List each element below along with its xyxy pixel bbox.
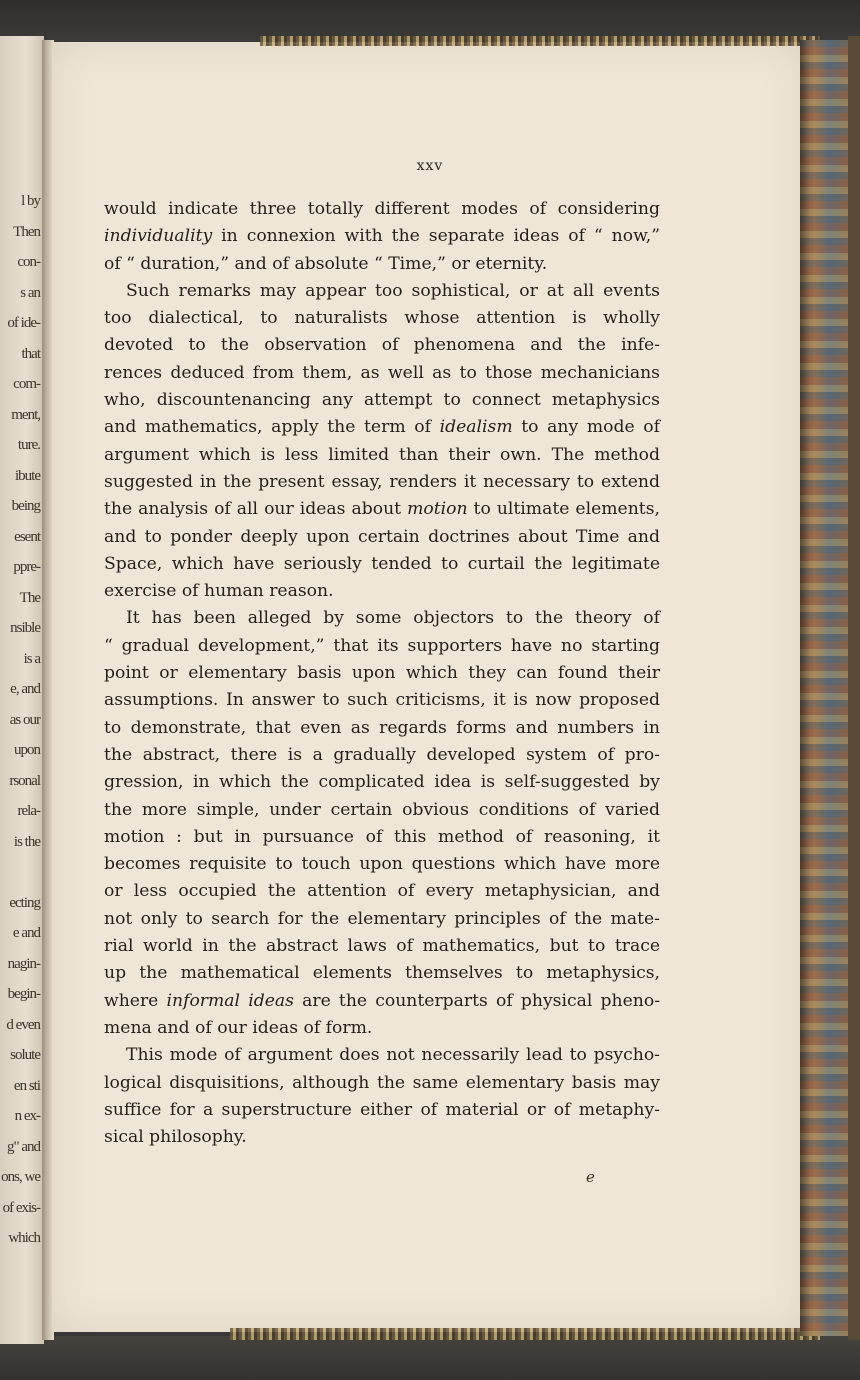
italic-term: motion bbox=[407, 499, 468, 520]
printer-signature-mark: e bbox=[586, 1168, 595, 1186]
text-run: point or elementary basis upon which they can found their bbox=[104, 663, 660, 684]
text-run: to any mode of bbox=[512, 417, 660, 438]
facing-page-fragment: rela- bbox=[17, 803, 40, 819]
text-run: becomes requisite to touch upon questions which have more bbox=[104, 854, 660, 875]
facing-page-fragment: e and bbox=[12, 925, 40, 941]
paragraph bbox=[104, 278, 660, 606]
italic-term: idealism bbox=[439, 417, 513, 438]
text-run: devoted to the observation of phenomena and the infe- bbox=[104, 335, 660, 356]
text-run: and to ponder deeply upon certain doctrines about Time and bbox=[104, 526, 660, 547]
facing-page-fragment: rsonal bbox=[9, 772, 40, 789]
text-line bbox=[104, 769, 660, 796]
text-line bbox=[104, 551, 660, 578]
text-line bbox=[104, 387, 660, 414]
text-run: suffice for a superstructure either of material or of metaphy- bbox=[104, 1099, 660, 1120]
text-line bbox=[104, 633, 660, 660]
text-line bbox=[104, 1015, 660, 1042]
text-run: too dialectical, to naturalists whose attention is wholly bbox=[104, 308, 660, 329]
facing-page-fragment: ibute bbox=[15, 467, 40, 484]
text-run: suggested in the present essay, renders it necessary to extend bbox=[104, 471, 660, 492]
text-run: who, discountenancing any attempt to connect metaphysics bbox=[104, 390, 660, 411]
paragraph bbox=[104, 196, 660, 278]
facing-page-fragment: l by bbox=[21, 193, 40, 209]
facing-page-fragment: ppre- bbox=[13, 559, 40, 575]
facing-page-fragment: g" and bbox=[6, 1138, 40, 1155]
text-line bbox=[104, 414, 660, 441]
text-run: This mode of argument does not necessarily lead to psycho- bbox=[126, 1045, 660, 1066]
text-line bbox=[104, 1070, 660, 1097]
text-run: to demonstrate, that even as regards forms and numbers in bbox=[104, 717, 660, 738]
facing-page-fragment: nagin- bbox=[7, 955, 40, 972]
text-run: gression, in which the complicated idea is self-suggested by bbox=[104, 772, 660, 793]
text-line bbox=[104, 442, 660, 469]
text-run: to ultimate elements, bbox=[467, 499, 660, 520]
text-run: It has been alleged by some objectors to the theory of bbox=[126, 608, 660, 629]
text-run: rences deduced from them, as well as to those mechanicians bbox=[104, 362, 660, 383]
facing-page-fragment: com- bbox=[13, 376, 40, 392]
text-line bbox=[104, 469, 660, 496]
facing-page-fragment: nsible bbox=[10, 620, 40, 636]
text-run: mena and of our ideas of form. bbox=[104, 1017, 373, 1038]
facing-page-fragment: ecting bbox=[9, 894, 40, 911]
text-line bbox=[104, 332, 660, 359]
text-line bbox=[104, 223, 660, 250]
headband-top bbox=[260, 36, 820, 46]
facing-page-fragment: of exis- bbox=[2, 1199, 40, 1216]
paragraph bbox=[104, 605, 660, 1042]
text-run: would indicate three totally different modes of considering bbox=[104, 199, 660, 219]
text-line bbox=[104, 605, 660, 632]
text-line bbox=[104, 797, 660, 824]
text-line bbox=[104, 360, 660, 387]
text-line bbox=[104, 906, 660, 933]
facing-page-fragment: which bbox=[8, 1230, 40, 1246]
text-run: “ gradual development,” that its supporters have no starting bbox=[104, 635, 660, 656]
text-run: the analysis of all our ideas about bbox=[104, 499, 408, 520]
text-run: the more simple, under certain obvious conditions of varied bbox=[104, 799, 660, 820]
text-run: exercise of human reason. bbox=[104, 581, 334, 602]
facing-page-fragment: being bbox=[11, 498, 40, 514]
text-line bbox=[104, 305, 660, 332]
facing-page-fragment: n ex- bbox=[14, 1108, 40, 1124]
headband-bottom bbox=[230, 1328, 820, 1340]
text-line bbox=[104, 933, 660, 960]
text-line bbox=[104, 851, 660, 878]
facing-page-fragment: esent bbox=[14, 528, 40, 545]
facing-page-fragment bbox=[0, 857, 40, 888]
facing-page-edge bbox=[0, 36, 44, 1344]
facing-page-fragment: ment, bbox=[11, 406, 40, 423]
body-text bbox=[104, 196, 660, 1151]
facing-page-fragment: that bbox=[21, 345, 40, 362]
text-line bbox=[104, 878, 660, 905]
text-run: not only to search for the elementary principles of the mate- bbox=[104, 908, 660, 929]
facing-page-fragment: upon bbox=[14, 742, 40, 758]
text-run: up the mathematical elements themselves to metaphysics, bbox=[104, 963, 660, 984]
page-number: xxv bbox=[416, 158, 444, 174]
text-line bbox=[104, 660, 660, 687]
text-run: or less occupied the attention of every metaphysician, and bbox=[104, 881, 660, 902]
text-run: rial world in the abstract laws of mathematics, but to trace bbox=[104, 936, 660, 957]
text-line bbox=[104, 578, 660, 605]
italic-term: individuality bbox=[104, 226, 213, 247]
text-line bbox=[104, 960, 660, 987]
text-line bbox=[104, 1124, 660, 1151]
text-run: argument which is less limited than their own. The method bbox=[104, 444, 660, 465]
text-run: motion : but in pursuance of this method of reasoning, it bbox=[104, 826, 660, 847]
facing-page-fragment: is the bbox=[13, 833, 40, 850]
facing-page-fragment: d even bbox=[6, 1016, 40, 1033]
text-run: sical philosophy. bbox=[104, 1127, 247, 1148]
text-run: where bbox=[104, 990, 167, 1011]
facing-page-fragment: ons, we bbox=[1, 1169, 40, 1185]
text-run: of “ duration,” and of absolute “ Time,” or eternity. bbox=[104, 253, 548, 274]
italic-term: informal ideas bbox=[166, 990, 294, 1011]
text-run: logical disquisitions, although the same elementary basis may bbox=[104, 1072, 660, 1093]
paragraph bbox=[104, 1042, 660, 1151]
text-line bbox=[104, 742, 660, 769]
text-line bbox=[104, 496, 660, 523]
facing-page-fragment: Then bbox=[13, 223, 40, 240]
text-line bbox=[104, 278, 660, 305]
scan-background-bottom bbox=[0, 1336, 860, 1380]
facing-page-fragment: ture. bbox=[17, 437, 40, 453]
text-line bbox=[104, 1097, 660, 1124]
text-line bbox=[104, 1042, 660, 1069]
text-line bbox=[104, 687, 660, 714]
text-run: and mathematics, apply the term of bbox=[104, 417, 440, 438]
text-run: Such remarks may appear too sophistical, or at all events bbox=[126, 280, 660, 301]
facing-page-fragment: solute bbox=[10, 1047, 40, 1063]
text-line bbox=[104, 715, 660, 742]
facing-page-fragment: e, and bbox=[10, 681, 40, 697]
text-run: in connexion with the separate ideas of “ now,” bbox=[212, 226, 660, 247]
text-line bbox=[104, 988, 660, 1015]
text-line bbox=[104, 251, 660, 278]
facing-page-fragment: is a bbox=[23, 650, 40, 667]
facing-page-text-fragments bbox=[0, 186, 40, 1254]
text-run: are the counterparts of physical pheno- bbox=[293, 990, 660, 1011]
facing-page-fragment: as our bbox=[9, 711, 40, 728]
book-cover-edge bbox=[848, 36, 860, 1340]
facing-page-fragment: con- bbox=[17, 254, 40, 270]
text-line bbox=[104, 196, 660, 223]
facing-page-fragment: begin- bbox=[7, 986, 40, 1002]
text-run: assumptions. In answer to such criticisms, it is now proposed bbox=[104, 690, 660, 711]
text-run: Space, which have seriously tended to curtail the legitimate bbox=[104, 553, 660, 574]
facing-page-fragment: s an bbox=[20, 284, 40, 301]
text-line bbox=[104, 524, 660, 551]
fore-edge-shadow bbox=[800, 40, 810, 1336]
text-run: the abstract, there is a gradually developed system of pro- bbox=[104, 744, 660, 765]
facing-page-fragment: The bbox=[19, 589, 40, 606]
facing-page-fragment: en sti bbox=[13, 1077, 40, 1094]
facing-page-fragment: of ide- bbox=[7, 315, 40, 331]
text-line bbox=[104, 824, 660, 851]
